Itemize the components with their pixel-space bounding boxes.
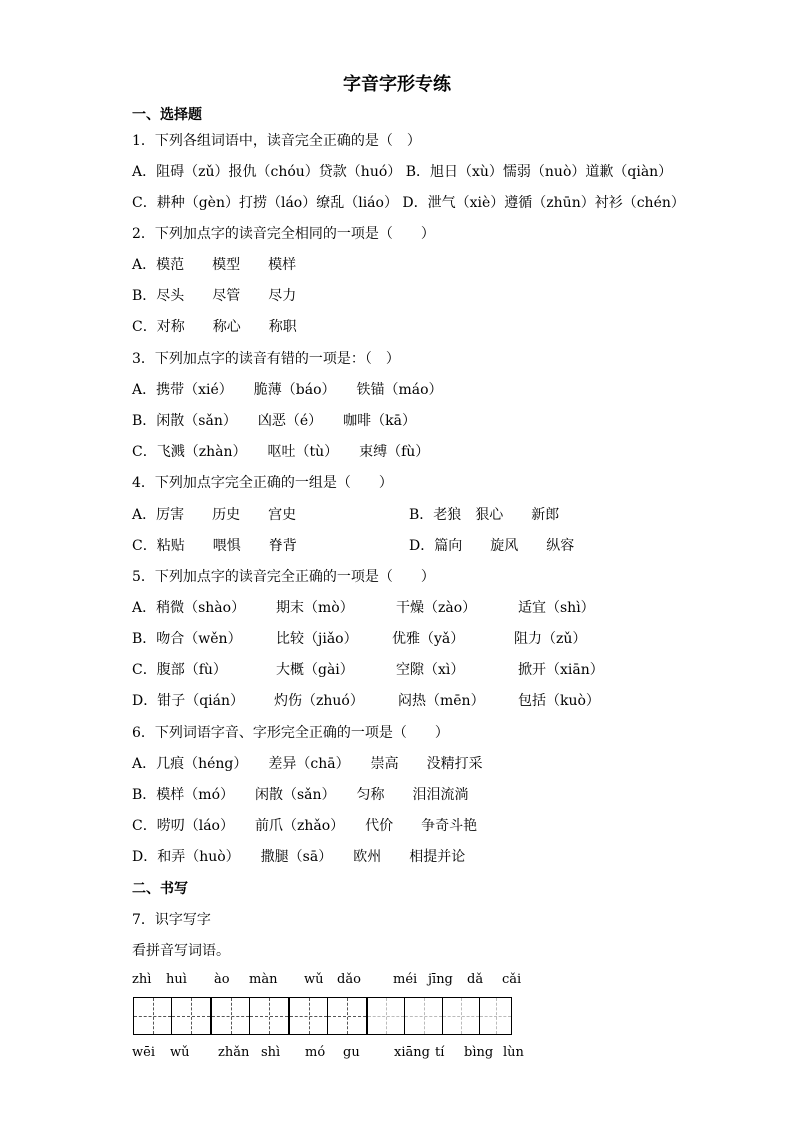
pinyin-bottom-8: tí	[435, 1045, 445, 1060]
question-5-c-3: 空隙（xì）	[396, 662, 465, 678]
question-7-stem: 7．识字写字	[132, 912, 211, 928]
pinyin-bottom-10: lùn	[503, 1045, 524, 1060]
question-4-stem: 4．下列加点字完全正确的一组是（ ）	[132, 475, 393, 491]
writing-cell[interactable]	[368, 998, 405, 1034]
question-5-d-3: 闷热（mēn）	[398, 693, 485, 709]
question-6-option-d: D．和弄（huò） 撒腿（sā） 欧州 相提并论	[132, 849, 466, 865]
writing-cell[interactable]	[443, 998, 480, 1034]
question-5-b-2: 比较（jiǎo）	[276, 631, 358, 647]
question-5-a-2: 期末（mò）	[276, 600, 354, 616]
question-1-options-ab: A．阻碍（zǔ）报仇（chóu）贷款（huó） B．旭日（xù）懦弱（nuò）道歉（qiàn）	[132, 164, 673, 180]
writing-cell[interactable]	[212, 998, 250, 1034]
question-2-option-c: C．对称 称心 称职	[132, 319, 297, 335]
question-6-option-a: A．几痕（héng） 差异（chā） 崇高 没精打采	[132, 756, 483, 772]
question-5-b-1: B．吻合（wěn）	[132, 631, 242, 647]
question-5-a-3: 干燥（zào）	[396, 600, 477, 616]
pinyin-top-10: cǎi	[502, 972, 522, 987]
question-3-option-b: B．闲散（sǎn） 凶恶（é） 咖啡（kā）	[132, 413, 416, 429]
question-5-d-4: 包括（kuò）	[518, 693, 600, 709]
question-3-option-a: A．携带（xié） 脆薄（báo） 铁锚（máo）	[132, 382, 443, 398]
pinyin-bottom-7: xiāng	[394, 1045, 430, 1060]
question-3-stem: 3．下列加点字的读音有错的一项是：（ ）	[132, 351, 400, 367]
pinyin-top-8: jīng	[428, 972, 453, 987]
pinyin-bottom-2: wǔ	[170, 1045, 190, 1060]
pinyin-top-9: dǎ	[467, 972, 484, 987]
writing-cell[interactable]	[328, 998, 366, 1034]
question-1-stem: 1．下列各组词语中，读音完全正确的是（ ）	[132, 133, 421, 149]
pinyin-top-6: dǎo	[337, 972, 361, 987]
question-5-a-4: 适宜（shì）	[518, 600, 595, 616]
question-5-c-4: 掀开（xiān）	[518, 662, 604, 678]
pinyin-top-7: méi	[393, 972, 418, 987]
question-5-d-1: D．钳子（qián）	[132, 693, 245, 709]
pinyin-bottom-5: mó	[305, 1045, 326, 1060]
question-6-stem: 6．下列词语字音、字形完全正确的一项是（ ）	[132, 725, 449, 741]
question-3-option-c: C．飞溅（zhàn） 呕吐（tù） 束缚（fù）	[132, 444, 430, 460]
question-5-c-1: C．腹部（fù）	[132, 662, 227, 678]
writing-cell[interactable]	[134, 998, 172, 1034]
question-5-stem: 5．下列加点字的读音完全正确的一项是（ ）	[132, 569, 435, 585]
pinyin-top-3: ào	[214, 972, 230, 987]
writing-grid-1[interactable]	[133, 997, 211, 1035]
question-4-option-c: C．粘贴 喂惧 脊背	[132, 538, 297, 554]
question-2-option-a: A．模范 模型 模样	[132, 257, 297, 273]
pinyin-bottom-1: wēi	[132, 1045, 155, 1060]
section-heading-choice: 一、选择题	[132, 107, 202, 123]
pinyin-bottom-3: zhǎn	[218, 1045, 250, 1060]
writing-cell[interactable]	[250, 998, 288, 1034]
question-2-option-b: B．尽头 尽管 尽力	[132, 288, 297, 304]
question-5-d-2: 灼伤（zhuó）	[274, 693, 364, 709]
pinyin-bottom-4: shì	[261, 1045, 281, 1060]
writing-grid-3[interactable]	[289, 997, 367, 1035]
page-title: 字音字形专练	[343, 74, 451, 95]
question-1-options-cd: C．耕种（gèn）打捞（láo）缭乱（liáo） D．泄气（xiè）遵循（zhūn）衬衫（chén）	[132, 195, 685, 211]
writing-grid-4[interactable]	[367, 997, 512, 1035]
section-heading-writing: 二、书写	[132, 881, 188, 897]
writing-cell[interactable]	[290, 998, 328, 1034]
pinyin-top-5: wǔ	[304, 972, 324, 987]
question-2-stem: 2．下列加点字的读音完全相同的一项是（ ）	[132, 226, 435, 242]
question-5-a-1: A．稍微（shào）	[132, 600, 246, 616]
pinyin-bottom-9: bìng	[464, 1045, 494, 1060]
writing-cell[interactable]	[405, 998, 442, 1034]
question-4-option-b: B．老狼 狠心 新郎	[409, 507, 560, 523]
writing-grid-2[interactable]	[211, 997, 289, 1035]
pinyin-top-4: màn	[249, 972, 278, 987]
question-7-instruction: 看拼音写词语。	[132, 943, 230, 959]
writing-cell[interactable]	[172, 998, 210, 1034]
pinyin-top-1: zhì	[132, 972, 152, 987]
pinyin-bottom-6: gu	[343, 1045, 360, 1060]
question-4-option-d: D．篇向 旋风 纵容	[409, 538, 575, 554]
question-5-b-4: 阻力（zǔ）	[514, 631, 587, 647]
question-6-option-c: C．唠叨（láo） 前爪（zhǎo） 代价 争奇斗艳	[132, 818, 478, 834]
question-5-b-3: 优雅（yǎ）	[392, 631, 465, 647]
question-4-option-a: A．厉害 历史 宫史	[132, 507, 297, 523]
question-6-option-b: B．模样（mó） 闲散（sǎn） 匀称 泪泪流淌	[132, 787, 469, 803]
writing-cell[interactable]	[480, 998, 511, 1034]
question-5-c-2: 大概（gài）	[276, 662, 354, 678]
pinyin-top-2: huì	[166, 972, 187, 987]
